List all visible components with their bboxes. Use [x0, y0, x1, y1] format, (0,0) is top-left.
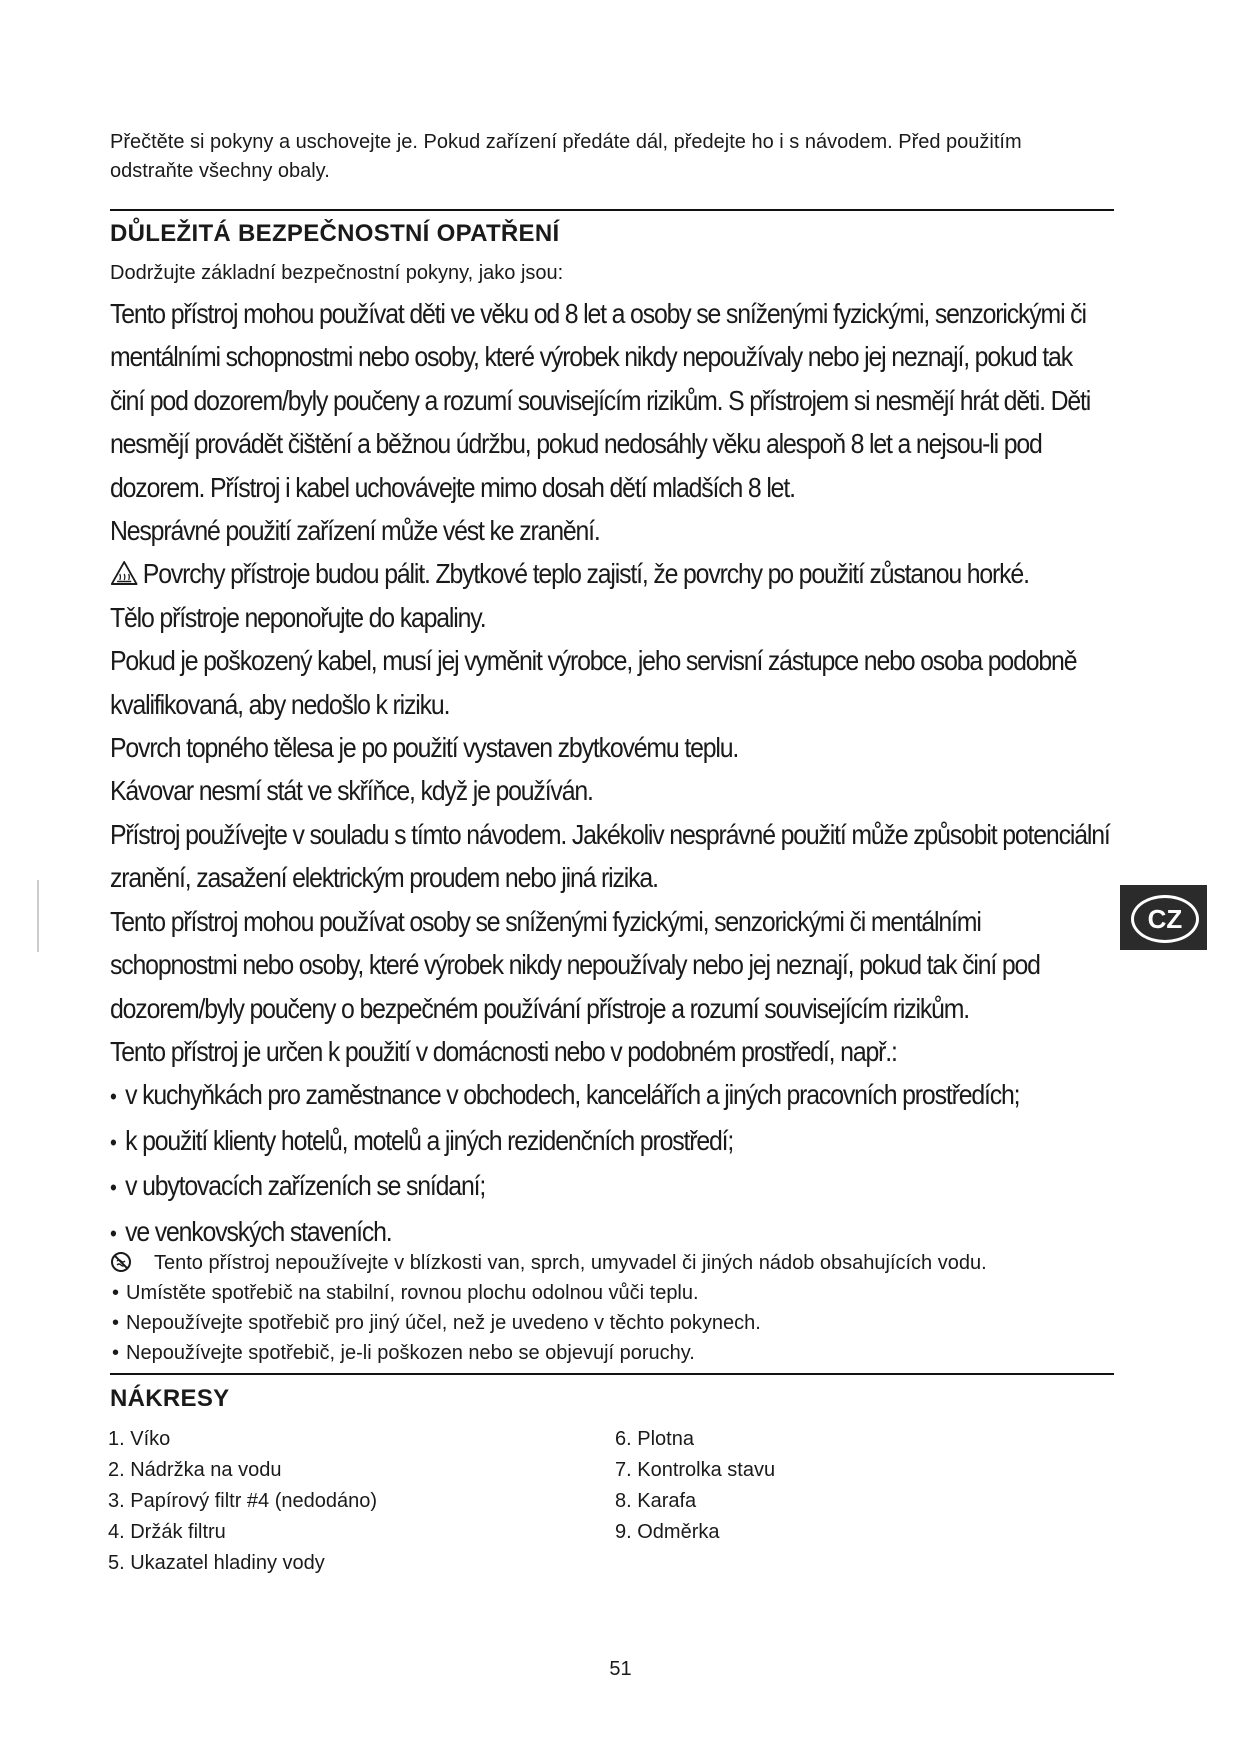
parts-list-left [108, 1424, 377, 1579]
safety-line: zranění, zasažení elektrickým proudem nebo jiná rizika. [110, 862, 658, 894]
section-divider [110, 209, 1114, 211]
part-item: 4. Držák filtru [108, 1521, 226, 1543]
language-badge-label: CZ [1131, 895, 1199, 943]
margin-mark [37, 880, 39, 952]
language-badge [1120, 885, 1207, 950]
safety-heading: DŮLEŽITÁ BEZPEČNOSTNÍ OPATŘENÍ [110, 220, 560, 247]
safety-line: Tento přístroj je určen k použití v domácnosti nebo v podobném prostředí, např.: [110, 1035, 897, 1067]
no-water-icon [110, 1251, 132, 1273]
safety-line: nesmějí provádět čištění a běžnou údržbu, pokud nedosáhly věku alespoň 8 let a nejsou-li pod [110, 428, 1042, 460]
usage-bullet: • k použití klienty hotelů, motelů a jiných rezidenčních prostředí; [110, 1119, 1014, 1164]
safety-line: Tento přístroj mohou používat osoby se sníženými fyzickými, senzorickými či mentálními [110, 905, 981, 937]
small-bullet: • Nepoužívejte spotřebič, je-li poškozen nebo se objevují poruchy. [110, 1338, 1110, 1368]
intro-text: Přečtěte si pokyny a uschovejte je. Pokud zařízení předáte dál, předejte ho i s návodem. Před použitím odstraňte všechny obaly. [110, 131, 1022, 182]
hot-surface-icon [110, 555, 138, 581]
part-item: 8. Karafa [615, 1490, 697, 1512]
safety-line: Tento přístroj mohou používat děti ve věku od 8 let a osoby se sníženými fyzickými, senzorickými či [110, 298, 1086, 329]
safety-line: dozorem. Přístroj i kabel uchovávejte mimo dosah dětí mladších 8 let. [110, 471, 795, 503]
small-bullet: • Umístěte spotřebič na stabilní, rovnou plochu odolnou vůči teplu. [110, 1278, 1110, 1308]
drawings-heading: NÁKRESY [110, 1385, 230, 1412]
additional-warnings [110, 1248, 1110, 1368]
part-item: 6. Plotna [615, 1428, 694, 1450]
section-divider [110, 1373, 1114, 1375]
part-item: 9. Odměrka [615, 1521, 720, 1543]
usage-bullet: • ve venkovských staveních. [110, 1210, 1014, 1255]
safety-lead: Dodržujte základní bezpečnostní pokyny, jako jsou: [110, 262, 564, 284]
safety-instructions [110, 292, 1110, 1255]
part-item: 7. Kontrolka stavu [615, 1459, 776, 1481]
safety-line: Kávovar nesmí stát ve skříňce, když je používán. [110, 775, 593, 807]
part-item: 2. Nádržka na vodu [108, 1459, 282, 1481]
hot-surface-text: Povrchy přístroje budou pálit. Zbytkové teplo zajistí, že povrchy po použití zůstanou horké. [142, 558, 1029, 590]
hot-surface-warning [110, 552, 1029, 595]
safety-line: kvalifikovaná, aby nedošlo k riziku. [110, 688, 450, 720]
page-number: 51 [609, 1658, 632, 1680]
part-item: 3. Papírový filtr #4 (nedodáno) [108, 1490, 378, 1512]
safety-line: činí pod dozorem/byly poučeny a rozumí souvisejícím rizikům. S přístrojem si nesmějí hrát děti. Děti [110, 384, 1091, 416]
safety-line: Pokud je poškozený kabel, musí jej vyměnit výrobce, jeho servisní zástupce nebo osoba podobně [110, 645, 1077, 677]
safety-line: mentálními schopnostmi nebo osoby, které výrobek nikdy nepoužívaly nebo jej neznají, pokud tak [110, 341, 1072, 373]
safety-line: Povrch topného tělesa je po použití vystaven zbytkovému teplu. [110, 732, 739, 764]
parts-list-right [615, 1424, 775, 1548]
water-warning [110, 1248, 1110, 1278]
safety-line: Tělo přístroje neponořujte do kapaliny. [110, 601, 486, 633]
part-item: 1. Víko [108, 1428, 171, 1450]
part-item: 5. Ukazatel hladiny vody [108, 1552, 325, 1574]
safety-line: schopnostmi nebo osoby, které výrobek nikdy nepoužívaly nebo jej neznají, pokud tak činí pod [110, 949, 1040, 981]
water-warning-text: Tento přístroj nepoužívejte v blízkosti van, sprch, umyvadel či jiných nádob obsahujících vodu. [154, 1252, 987, 1274]
safety-line: dozorem/byly poučeny o bezpečném používání přístroje a rozumí souvisejícím rizikům. [110, 992, 970, 1024]
safety-line: Nesprávné použití zařízení může vést ke zranění. [110, 515, 600, 547]
small-bullet: • Nepoužívejte spotřebič pro jiný účel, než je uvedeno v těchto pokynech. [110, 1308, 1110, 1338]
usage-bullet: • v kuchyňkách pro zaměstnance v obchodech, kancelářích a jiných pracovních prostředích; [110, 1073, 1014, 1118]
usage-bullet: • v ubytovacích zařízeních se snídaní; [110, 1164, 1014, 1209]
safety-line: Přístroj používejte v souladu s tímto návodem. Jakékoliv nesprávné použití může způsobit potenciální [110, 818, 1110, 850]
